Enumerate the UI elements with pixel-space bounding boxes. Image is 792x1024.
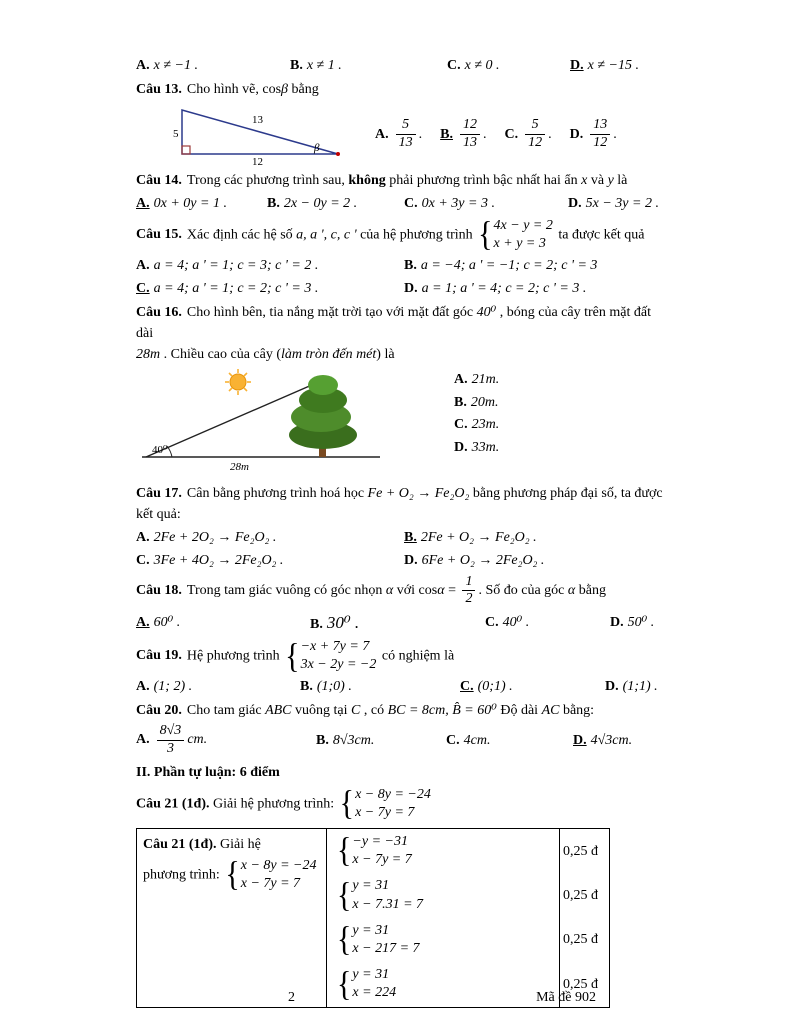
q16-option-d <box>454 437 499 459</box>
equation-system <box>337 922 420 958</box>
exam-code: Mã đề 902 <box>536 990 596 1005</box>
option-text: x ≠ 0 . <box>464 58 500 73</box>
question-text: , bóng của cây trên mặt đất dài <box>136 305 651 342</box>
score-value: 0,25 đ <box>563 843 598 859</box>
option-label: D. <box>569 126 584 142</box>
option-label: B. <box>404 530 417 546</box>
beta-symbol: β <box>281 82 289 97</box>
q15-options-grid <box>136 255 666 299</box>
option-label: A. <box>136 679 150 695</box>
q18-option-c <box>485 612 610 633</box>
equation-system <box>337 877 423 913</box>
italic-note: làm tròn đến mét <box>281 347 377 363</box>
q17-option-b <box>404 527 666 548</box>
option-text: 3Fe + 4O₂ → 2Fe₂O₂ . <box>153 553 284 569</box>
q18-question-text <box>136 574 666 607</box>
option-text: 40⁰ . <box>502 614 530 630</box>
coefficient-vars: a, a ', c, c ' <box>296 227 361 243</box>
option-text: 8√3cm. <box>332 732 375 748</box>
angle-label: β <box>314 142 320 154</box>
left-brace: { <box>478 215 493 254</box>
question-text: Trong tam giác vuông có góc nhọn <box>186 583 386 599</box>
q13-option-b <box>440 117 486 150</box>
left-brace: { <box>337 876 352 915</box>
fraction <box>590 117 610 150</box>
question-text: có nghiệm là <box>378 648 455 664</box>
question-number: Câu 17. <box>136 486 182 502</box>
option-label: B. <box>316 732 329 748</box>
fraction-numerator: 1 <box>462 574 475 591</box>
option-label: B. <box>440 126 453 142</box>
option-text: x ≠ 1 . <box>306 58 342 73</box>
equation-line: 4x − y = 2 <box>493 218 553 233</box>
q15-question-text <box>136 217 666 253</box>
option-label: B. <box>404 258 417 274</box>
fraction <box>157 723 185 756</box>
q15-option-b <box>404 255 666 276</box>
q12-options-row <box>136 55 666 76</box>
fraction-denominator: 3 <box>166 740 174 756</box>
score-value: 0,25 đ <box>563 976 598 992</box>
equation-line: y = 31 <box>352 967 390 983</box>
q21-answer-table <box>136 828 610 1008</box>
equation-line: −x + 7y = 7 <box>300 639 370 655</box>
question-number: Câu 18. <box>136 583 182 599</box>
q15-option-d <box>404 278 666 299</box>
q17-option-a <box>136 527 404 548</box>
equation-system <box>478 217 553 253</box>
q19-option-c <box>460 676 605 697</box>
option-label: C. <box>447 58 461 73</box>
question-text: Trong các phương trình sau, <box>186 173 349 188</box>
option-text: 5x − 3y = 2 . <box>585 196 659 211</box>
question-number: Câu 14. <box>136 173 182 188</box>
question-text: với <box>393 583 419 599</box>
q16-question-text <box>136 302 666 365</box>
q13-option-d <box>570 117 617 150</box>
alpha-symbol: α <box>567 583 576 599</box>
equation-line: x − 7y = 7 <box>240 876 301 892</box>
option-text: 4√3cm. <box>590 732 633 748</box>
question-number: Câu 15. <box>136 227 182 243</box>
angle-arc <box>167 446 172 457</box>
sun-icon <box>225 369 251 395</box>
option-text: a = −4; a ' = −1; c = 2; c ' = 3 <box>420 258 598 274</box>
q20-option-a <box>136 723 316 756</box>
option-text: 21m. <box>471 372 500 388</box>
q20-question-text <box>136 700 666 721</box>
angle-label: 40⁰ <box>152 444 168 457</box>
option-label: A. <box>454 372 468 388</box>
q13-triangle-figure <box>168 102 353 166</box>
fraction-numerator: 5 <box>396 117 416 134</box>
equation-line: x − 7.31 = 7 <box>352 896 424 912</box>
option-tail: . <box>482 126 487 142</box>
q12-option-b <box>290 55 447 76</box>
q13-options-row <box>375 117 617 150</box>
fraction <box>460 117 480 150</box>
option-text: 20m. <box>470 394 499 410</box>
angle-value: 40⁰ <box>476 305 497 321</box>
equation-system <box>225 857 316 893</box>
q13-question-text <box>136 79 666 100</box>
option-text: 30⁰ . <box>326 612 360 632</box>
page-footer <box>136 987 656 1008</box>
step-3-score <box>559 918 611 962</box>
option-label: D. <box>404 281 418 297</box>
fraction <box>396 117 416 150</box>
question-text: bằng <box>288 82 319 97</box>
side-label: 5 <box>173 128 179 140</box>
q19-option-a <box>136 676 300 697</box>
option-label: C. <box>446 732 460 748</box>
option-text: (0;1) . <box>477 679 513 695</box>
question-text: Hệ phương trình <box>186 648 284 664</box>
fraction-denominator: 12 <box>593 134 608 150</box>
fraction <box>462 574 475 607</box>
option-label: C. <box>504 126 519 142</box>
option-label: C. <box>454 417 468 433</box>
step-2-score <box>559 873 611 917</box>
option-tail: cm. <box>187 732 208 748</box>
segment-name: AC <box>541 703 560 719</box>
equation-line: 3x − 2y = −2 <box>300 657 377 673</box>
question-text: và <box>587 173 608 188</box>
section-2-title: II. Phần tự luận: 6 điểm <box>136 764 280 780</box>
question-text: Cho hình vẽ, <box>186 82 263 97</box>
q16-option-c <box>454 414 499 436</box>
question-text: Cho hình bên, tia nắng mặt trời tạo với mặt đất góc <box>186 305 477 321</box>
option-text: 0x + 0y = 1 . <box>153 196 227 211</box>
q17-option-d <box>404 550 666 571</box>
q19-option-b <box>300 676 460 697</box>
option-text: 50⁰ . <box>627 614 655 630</box>
shadow-length: 28m <box>136 347 161 363</box>
option-label: D. <box>568 196 582 211</box>
question-number: Câu 19. <box>136 648 182 664</box>
option-text: a = 4; a ' = 1; c = 3; c ' = 2 . <box>153 258 319 274</box>
option-text: 4cm. <box>463 732 491 748</box>
option-label: A. <box>136 196 150 211</box>
q12-option-c <box>447 55 570 76</box>
left-brace: { <box>337 965 352 1003</box>
q18-option-a <box>136 612 310 633</box>
option-label: B. <box>290 58 303 73</box>
left-brace: { <box>337 831 352 870</box>
question-text: bằng phương pháp đại số, ta được <box>469 486 663 502</box>
equation-line: x + y = 3 <box>493 236 546 252</box>
chemical-equation: Fe + O₂ → Fe₂O₂ <box>367 486 470 502</box>
question-number: Câu 13. <box>136 82 182 97</box>
question-number: Câu 21 (1đ). <box>136 796 210 812</box>
q20-option-b <box>316 730 446 751</box>
cos-word: cos <box>418 583 438 599</box>
question-text: Cho tam giác <box>186 703 266 719</box>
option-label: A. <box>136 530 150 546</box>
option-label: C. <box>136 281 150 297</box>
left-brace: { <box>337 920 352 959</box>
option-text: 60⁰ . <box>153 614 181 630</box>
equation-line: x − 7y = 7 <box>352 852 412 868</box>
q20-options-row <box>136 723 666 756</box>
q13-option-a <box>375 117 422 150</box>
fraction-numerator: 13 <box>590 117 610 134</box>
q17-options-grid <box>136 527 666 571</box>
q16-tree-figure <box>138 367 388 477</box>
fraction-denominator: 2 <box>465 591 473 607</box>
q16-option-b <box>454 392 499 414</box>
q17-option-c <box>136 550 404 571</box>
score-value: 0,25 đ <box>563 932 598 948</box>
question-number: Câu 21 (1đ). <box>143 837 217 852</box>
option-label: B. <box>267 196 280 211</box>
equation-line: y = 31 <box>352 922 390 938</box>
q19-option-d <box>605 676 666 697</box>
triangle-name: ABC <box>265 703 292 719</box>
vertex-name: C <box>351 703 361 719</box>
q15-option-c <box>136 278 404 299</box>
option-label: D. <box>404 553 418 569</box>
left-brace: { <box>225 855 240 894</box>
option-text: x ≠ −15 . <box>587 58 639 73</box>
option-label: B. <box>454 394 467 410</box>
question-text: Xác định các hệ số <box>186 227 297 243</box>
alpha-symbol: α <box>437 583 445 599</box>
equation-system <box>337 833 412 869</box>
fraction-numerator: 12 <box>460 117 480 134</box>
step-1-score <box>559 829 611 873</box>
variable-y: y <box>607 173 614 188</box>
q15-option-a <box>136 255 404 276</box>
q14-question-text <box>136 170 666 191</box>
solution-step-3 <box>327 918 559 962</box>
q14-option-c <box>404 193 568 214</box>
q18-options-row <box>136 610 666 636</box>
question-number: Câu 16. <box>136 305 182 321</box>
cos-word: cos <box>262 82 282 97</box>
option-text: 2Fe + O₂ → Fe₂O₂ . <box>420 530 537 546</box>
page-number: 2 <box>288 990 295 1005</box>
q16-options-list <box>454 369 499 459</box>
question-text: Giải hệ phương trình: <box>209 796 338 812</box>
option-text: 2Fe + 2O₂ → Fe₂O₂ . <box>153 530 277 546</box>
tree <box>289 375 357 457</box>
q16-option-a <box>454 369 499 391</box>
q12-option-a <box>136 55 290 76</box>
option-label: A. <box>136 614 150 630</box>
question-text: , có <box>360 703 388 719</box>
question-text: vuông tại <box>291 703 352 719</box>
statement-text: Giải hệ <box>216 837 261 852</box>
equation-line: −y = −31 <box>352 834 408 849</box>
equation-system <box>340 786 431 822</box>
option-text: a = 1; a ' = 4; c = 2; c ' = 3 . <box>421 281 587 297</box>
fraction <box>525 117 545 150</box>
equation-line: x − 7y = 7 <box>355 804 415 820</box>
option-text: 6Fe + O₂ → 2Fe₂O₂ . <box>421 553 545 569</box>
question-text: ta được kết quả <box>554 227 645 243</box>
equation-line: y = 31 <box>352 878 390 894</box>
question-text: Độ dài <box>496 703 542 719</box>
fraction-denominator: 13 <box>462 134 477 150</box>
question-number: Câu 20. <box>136 703 182 719</box>
question-text: ) là <box>376 347 395 363</box>
option-tail: . <box>548 126 552 142</box>
q13-figure-and-options <box>168 102 666 166</box>
q16-figure-and-options <box>138 367 666 477</box>
option-text: (1;1) . <box>622 679 658 695</box>
base-length-label: 28m <box>230 461 249 474</box>
option-label: A. <box>375 126 389 142</box>
question-text: Cân bằng phương trình hoá học <box>186 486 368 502</box>
given-values: BC = 8cm, B̂ = 60⁰ <box>387 703 497 719</box>
q13-option-c <box>504 117 551 150</box>
option-text: 23m. <box>471 417 500 433</box>
bold-word: không <box>348 173 386 188</box>
answer-table-statement-cell <box>137 829 327 1007</box>
fraction-denominator: 13 <box>398 134 413 150</box>
q14-option-b <box>267 193 404 214</box>
equation-line: x − 8y = −24 <box>355 786 431 802</box>
option-label: C. <box>136 553 150 569</box>
q14-options-row <box>136 193 666 214</box>
q14-option-d <box>568 193 666 214</box>
option-tail: . <box>613 126 617 142</box>
equation-system <box>285 638 376 674</box>
option-text: (1; 2) . <box>153 679 193 695</box>
fraction-numerator: 8√3 <box>157 723 185 740</box>
option-label: D. <box>573 732 587 748</box>
hypotenuse-label: 13 <box>252 114 263 126</box>
solution-step-1 <box>327 829 559 873</box>
option-label: C. <box>485 614 499 630</box>
option-label: C. <box>404 196 418 211</box>
q17-question-text <box>136 483 666 525</box>
q18-option-b <box>310 610 485 636</box>
left-brace: { <box>339 784 355 823</box>
option-label: D. <box>605 679 619 695</box>
option-label: A. <box>136 258 150 274</box>
right-angle-marker <box>182 146 190 154</box>
question-text: là <box>613 173 628 188</box>
option-label: B. <box>300 679 313 695</box>
option-label: B. <box>310 616 323 632</box>
solution-step-2 <box>327 873 559 917</box>
q12-option-d <box>570 55 666 76</box>
option-label: C. <box>460 679 474 695</box>
option-label: A. <box>136 58 150 73</box>
equation-line: x − 217 = 7 <box>352 940 420 956</box>
question-text: . Chiều cao của cây ( <box>160 347 282 363</box>
question-text: của hệ phương trình <box>360 227 477 243</box>
option-text: x ≠ −1 . <box>153 58 198 73</box>
question-text: kết quả: <box>136 507 181 523</box>
fraction-denominator: 12 <box>528 134 543 150</box>
question-text: bằng: <box>559 703 595 719</box>
option-label: D. <box>570 58 584 73</box>
q18-option-d <box>610 612 666 633</box>
statement-text: phương trình: <box>143 867 224 883</box>
q20-option-d <box>573 730 666 751</box>
score-value: 0,25 đ <box>563 888 598 904</box>
q21-question-text <box>136 786 666 822</box>
option-tail: . <box>418 126 423 142</box>
equals-sign: = <box>444 583 460 599</box>
q19-options-row <box>136 676 666 697</box>
option-text: 33m. <box>471 439 500 455</box>
option-label: A. <box>136 732 150 748</box>
option-label: D. <box>610 614 624 630</box>
option-text: 2x − 0y = 2 . <box>283 196 358 211</box>
option-text: 0x + 3y = 3 . <box>421 196 495 211</box>
question-text: . Số đo của góc <box>478 583 568 599</box>
q20-option-c <box>446 730 573 751</box>
alpha-symbol: α <box>385 583 394 599</box>
equation-line: x = 224 <box>352 985 397 1001</box>
question-text: bằng <box>575 583 606 599</box>
option-text: a = 4; a ' = 1; c = 2; c ' = 3 . <box>153 281 319 297</box>
fraction-numerator: 5 <box>525 117 545 134</box>
option-text: (1;0) . <box>316 679 352 695</box>
q14-option-a <box>136 193 267 214</box>
vertex-dot <box>336 152 340 156</box>
q19-question-text <box>136 638 666 674</box>
question-text: phải phương trình bậc nhất hai ẩn <box>385 173 582 188</box>
left-brace: { <box>285 636 300 675</box>
option-label: D. <box>454 439 468 455</box>
variable-x: x <box>581 173 588 188</box>
equation-line: x − 8y = −24 <box>240 858 317 873</box>
base-label: 12 <box>252 156 263 166</box>
